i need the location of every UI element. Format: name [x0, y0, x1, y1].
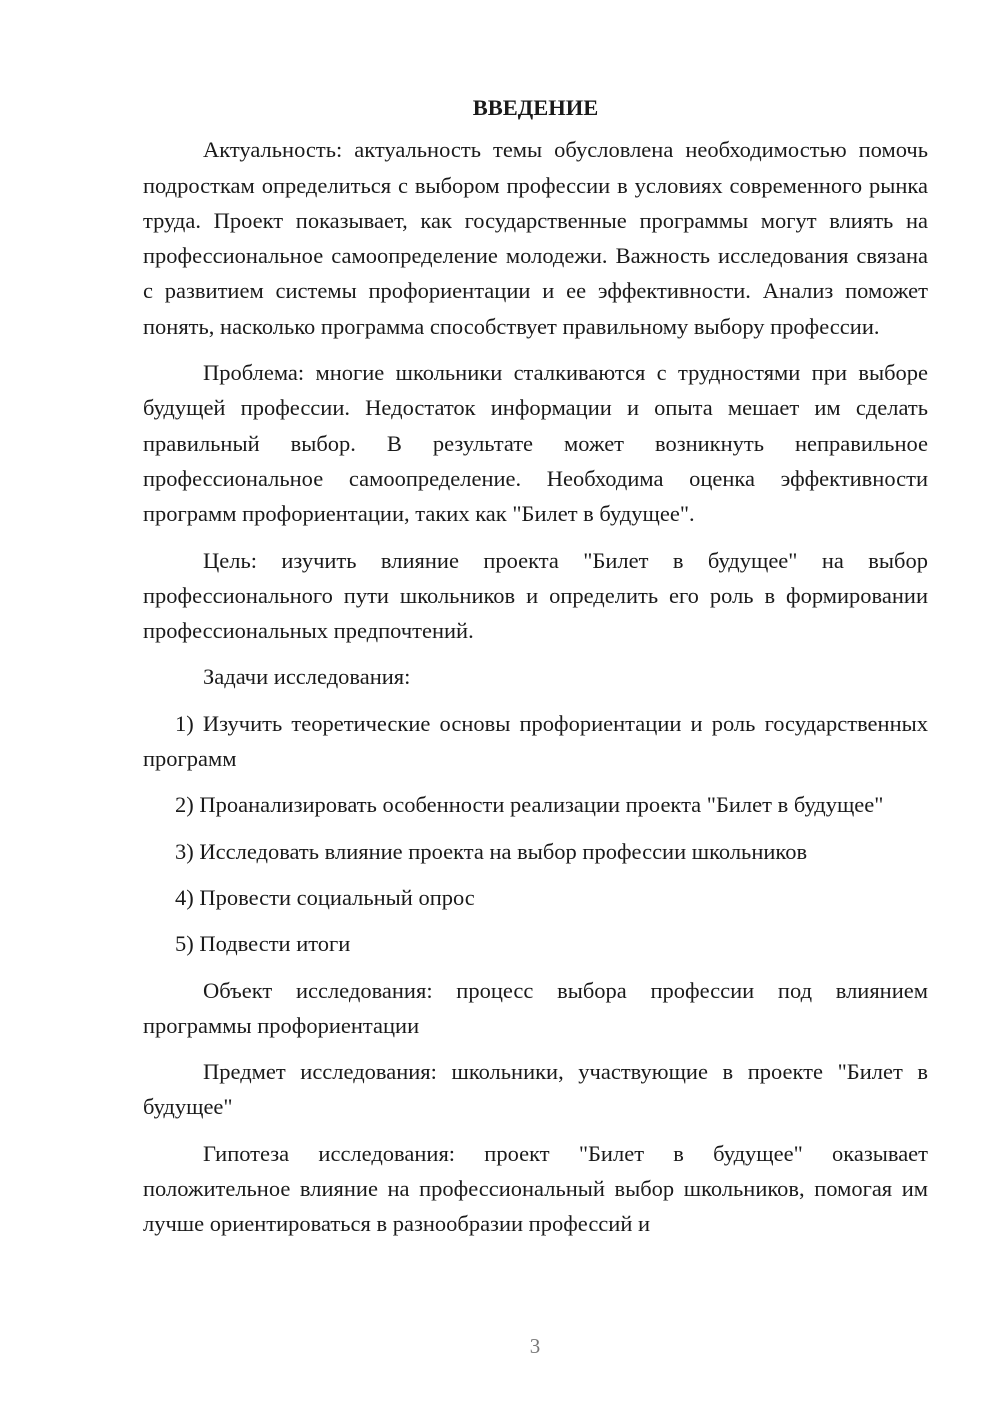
hypothesis-paragraph: Гипотеза исследования: проект "Билет в будущее" оказывает положительное влияние на профессиональный выбор школьников, помогая им лучше ориентироваться в разнообразии профессий и: [143, 1140, 928, 1237]
object-paragraph: Объект исследования: процесс выбора профессии под влиянием программы профориентации: [143, 977, 928, 1038]
page-number: 3: [529, 1334, 541, 1358]
section-title: ВВЕДЕНИЕ: [472, 95, 599, 120]
task-item: 5) Подвести итоги: [175, 931, 351, 957]
task-item: 4) Провести социальный опрос: [175, 884, 475, 910]
task-item: 3) Исследовать влияние проекта на выбор профессии школьников: [175, 838, 808, 864]
task-item: 2) Проанализировать особенности реализации проекта "Билет в будущее": [175, 792, 884, 818]
goal-paragraph: Цель: изучить влияние проекта "Билет в будущее" на выбор профессионального пути школьников и определить его роль в формировании профессиональных предпочтений.: [143, 547, 928, 644]
relevance-paragraph: Актуальность: актуальность темы обусловлена необходимостью помочь подросткам определиться с выбором профессии в условиях современного рынка труда. Проект показывает, как государственные программы могут влиять на профессиональное самоопределение молодежи. Важность исследования связана с развитием системы профориентации и ее эффективности. Анализ поможет понять, насколько программа способствует правильному выбору профессии.: [143, 137, 928, 339]
document-body: [143, 90, 928, 1253]
problem-paragraph: Проблема: многие школьники сталкиваются с трудностями при выборе будущей профессии. Недостаток информации и опыта мешает им сделать правильный выбор. В результате может возникнуть неправильное профессиональное самоопределение. Необходима оценка эффективности программ профориентации, таких как "Билет в будущее".: [143, 360, 928, 527]
task-item: 1) Изучить теоретические основы профориентации и роль государственных программ: [143, 710, 928, 772]
subject-paragraph: Предмет исследования: школьники, участвующие в проекте "Билет в будущее": [143, 1059, 928, 1120]
tasks-heading: Задачи исследования:: [203, 664, 411, 690]
